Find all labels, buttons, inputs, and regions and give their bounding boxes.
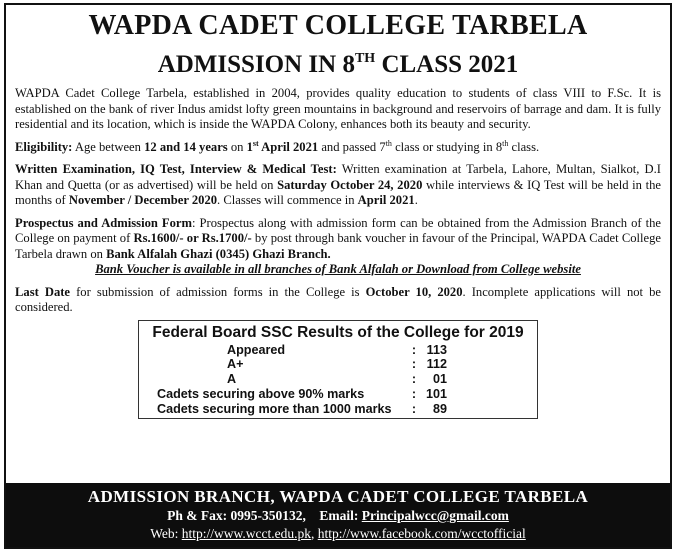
prospectus-bank: Bank Alfalah Ghazi (0345) Ghazi Branch. <box>106 246 331 261</box>
facebook-link[interactable]: http://www.facebook.com/wcctofficial <box>317 526 526 541</box>
website-link[interactable]: http://www.wcct.edu.pk <box>181 526 311 541</box>
footer-contact <box>6 483 670 547</box>
results-list <box>139 343 537 417</box>
eligibility-date-month: April 2021 <box>258 139 319 154</box>
result-label: A+ <box>227 357 244 372</box>
phone-label: Ph & Fax: 0995-350132, <box>167 508 306 523</box>
eligibility-sup: th <box>385 138 392 148</box>
exam-text: . Classes will commence in <box>217 193 358 207</box>
result-colon: : <box>411 357 417 372</box>
prospectus-label: Prospectus and Admission Form <box>15 215 192 230</box>
eligibility-text: and passed 7 <box>318 139 386 154</box>
result-colon: : <box>411 372 417 387</box>
eligibility-sup: th <box>502 138 509 148</box>
results-title: Federal Board SSC Results of the College for 2019 <box>152 323 524 341</box>
results-box <box>138 320 538 420</box>
result-colon: : <box>411 401 417 416</box>
result-value: 01 <box>432 372 447 387</box>
eligibility-text: Age between <box>72 139 145 154</box>
result-label: A <box>227 372 237 387</box>
subtitle-text: ADMISSION IN 8 <box>157 51 355 78</box>
exam-text: while interviews & IQ Test will be held in the months of <box>15 177 661 207</box>
exam-commence: April 2021 <box>357 193 415 207</box>
exam-date: Saturday October 24, 2020 <box>277 177 423 192</box>
eligibility-label: Eligibility: <box>15 139 73 154</box>
exam-label: Written Examination, IQ Test, Interview & Medical Test: <box>15 162 337 176</box>
advertisement <box>4 3 672 549</box>
last-date-text: . Incomplete applications will not be considered. <box>15 284 662 314</box>
page-subtitle <box>6 44 670 80</box>
result-colon: : <box>411 386 417 401</box>
eligibility-date-sup: st <box>252 138 259 148</box>
body-text <box>6 86 670 316</box>
footer-phone-email <box>6 507 670 525</box>
exam-text: Written examination at Tarbela, Lahore, Multan, Sialkot, D.I Khan and Quetta (or as advertised) will be held on <box>15 162 661 192</box>
result-row <box>139 372 537 387</box>
eligibility-text: class or studying in 8 <box>391 139 503 154</box>
prospectus-text: by post through bank voucher in favour of the Principal, WAPDA Cadet College Tarbela drawn on <box>15 231 662 261</box>
exam-months: November / December 2020 <box>68 193 218 207</box>
web-label: Web: <box>150 526 182 541</box>
subtitle-sup: TH <box>354 51 376 66</box>
result-value: 112 <box>426 357 447 372</box>
result-value: 101 <box>425 386 447 401</box>
result-row <box>139 357 537 372</box>
result-label: Appeared <box>227 342 286 357</box>
email-link[interactable]: Principalwcc@gmail.com <box>361 508 509 523</box>
result-row <box>139 387 537 402</box>
last-date-label: Last Date <box>15 284 71 299</box>
result-row <box>139 343 537 358</box>
footer-web <box>6 525 670 543</box>
result-label: Cadets securing more than 1000 marks <box>157 401 392 416</box>
eligibility-date <box>247 140 319 154</box>
result-label: Cadets securing above 90% marks <box>157 386 365 401</box>
result-row <box>139 402 537 417</box>
exam-paragraph <box>15 162 661 209</box>
eligibility-paragraph <box>15 140 661 156</box>
prospectus-text: : Prospectus along with admission form can be obtained from the Admission Branch of the College on payment of <box>15 215 662 245</box>
eligibility-age: 12 and 14 years <box>144 139 228 154</box>
last-date-value: October 10, 2020 <box>365 284 463 299</box>
result-value: 89 <box>432 401 447 416</box>
result-value: 113 <box>426 342 447 357</box>
last-date-text: for submission of admission forms in the College is <box>70 284 366 299</box>
subtitle-text-end: CLASS 2021 <box>375 51 519 78</box>
eligibility-text: on <box>227 139 247 154</box>
prospectus-paragraph <box>15 216 661 263</box>
eligibility-text: class. <box>508 139 540 154</box>
prospectus-fee: Rs.1600/- or Rs.1700/- <box>133 231 252 245</box>
web-separator: , <box>310 526 318 541</box>
last-date-paragraph <box>15 285 661 316</box>
intro-paragraph: WAPDA Cadet College Tarbela, established in 2004, provides quality education to students of class VIII to F.Sc. It is established on the bank of river Indus amidst lofty green mountains in background and reservoirs of barrage and dam. It is fully residential and its location, which is inside the WAPDA Colony, enhances both its beauty and security. <box>15 86 661 131</box>
email-label: Email: <box>319 508 362 523</box>
page-title: WAPDA CADET COLLEGE TARBELA <box>88 10 588 41</box>
exam-text: . <box>414 193 418 207</box>
voucher-note: Bank Voucher is available in all branches of Bank Alfalah or Download from College website <box>95 262 581 276</box>
eligibility-date-day: 1 <box>246 139 253 154</box>
footer-title: ADMISSION BRANCH, WAPDA CADET COLLEGE TARBELA <box>87 487 589 506</box>
result-colon: : <box>411 342 417 357</box>
